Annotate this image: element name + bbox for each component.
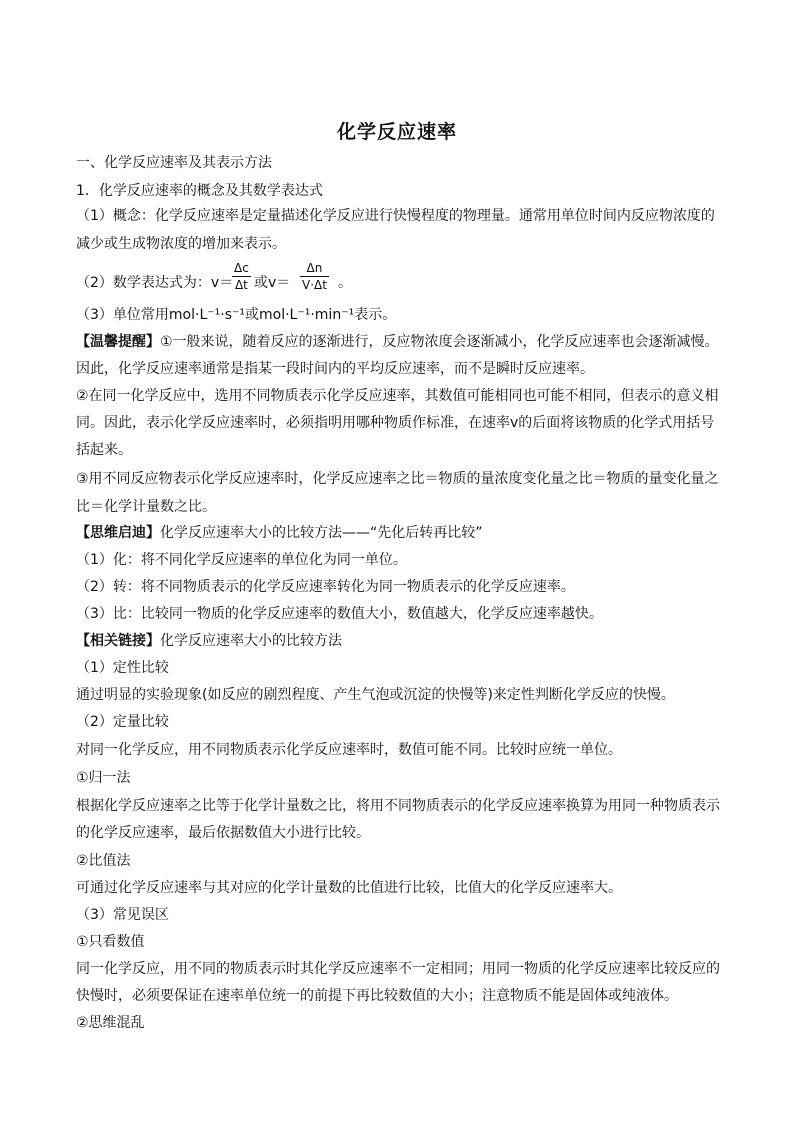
paragraph-line: 可通过化学反应速率与其对应的化学计量数的比值进行比较，比值大的化学反应速率大。	[76, 880, 622, 896]
paragraph-line: ②在同一化学反应中，选用不同物质表示化学反应速率，其数值可能相同也可能不相同，但表示的意义相	[76, 388, 719, 404]
fraction-denominator: V·Δt	[302, 278, 327, 292]
tip-text: ①一般来说，随着反应的逐渐进行，反应物浓度会逐渐减小，化学反应速率也会逐渐减慢。	[160, 334, 719, 350]
page-title: 化学反应速率	[336, 121, 457, 143]
paragraph-line: （2）定量比较	[76, 714, 169, 730]
fraction-numerator: Δc	[234, 261, 249, 275]
fraction-numerator: Δn	[300, 260, 329, 277]
paragraph-line: （1）化：将不同化学反应速率的单位化为同一单位。	[76, 552, 407, 568]
paragraph-line: ③用不同反应物表示化学反应速率时，化学反应速率之比＝物质的量浓度变化量之比＝物质的量变化量之	[76, 471, 719, 487]
paragraph-line: （1）概念：化学反应速率是定量描述化学反应进行快慢程度的物理量。通常用单位时间内反应物浓度的	[76, 208, 715, 224]
tip-line	[76, 332, 720, 352]
paragraph-line: ①只看数值	[76, 934, 145, 950]
paragraph-line: 对同一化学反应，用不同物质表示化学反应速率时，数值可能不同。比较时应统一单位。	[76, 742, 622, 758]
paragraph-line: 快慢时，必须要保证在速率单位统一的前提下再比较数值的大小；注意物质不能是固体或纯液体。	[76, 988, 678, 1004]
paragraph-line: 通过明显的实验现象(如反应的剧烈程度、产生气泡或沉淀的快慢等)来定性判断化学反应的快慢。	[76, 687, 675, 703]
think-line	[76, 523, 720, 543]
paragraph-line: 括起来。	[76, 442, 132, 458]
paragraph-line: 减少或生成物浓度的增加来表示。	[76, 236, 286, 252]
paragraph-line: 根据化学反应速率之比等于化学计量数之比，将用不同物质表示的化学反应速率换算为用同一种物质表示	[76, 798, 720, 814]
think-text: 化学反应速率大小的比较方法——“先化后转再比较”	[160, 525, 483, 541]
fraction-dn-vdt	[300, 260, 329, 293]
formula-prefix: （2）数学表达式为：v＝	[76, 275, 234, 291]
subheading: 1．化学反应速率的概念及其数学表达式	[76, 183, 323, 199]
paragraph-line: （3）比：比较同一物质的化学反应速率的数值大小，数值越大，化学反应速率越快。	[76, 606, 603, 622]
fraction-denominator: Δt	[234, 278, 248, 292]
formula-or: 或v＝	[254, 275, 291, 291]
link-text: 化学反应速率大小的比较方法	[160, 633, 342, 649]
paragraph-line: 比＝化学计量数之比。	[76, 499, 216, 515]
think-label: 【思维启迪】	[76, 525, 160, 541]
tip-label: 【温馨提醒】	[76, 334, 160, 350]
paragraph-line: 同。因此，表示化学反应速率时，必须指明用哪种物质作标准，在速率v的后面将该物质的化学式用括号	[76, 415, 715, 431]
paragraph-line: （3）单位常用mol·L⁻¹·s⁻¹或mol·L⁻¹·min⁻¹表示。	[76, 307, 397, 323]
paragraph-line: ②思维混乱	[76, 1015, 145, 1031]
paragraph-line: （2）转：将不同物质表示的化学反应速率转化为同一物质表示的化学反应速率。	[76, 579, 575, 595]
paragraph-line: ①归一法	[76, 770, 131, 786]
formula-end: 。	[338, 275, 352, 291]
paragraph-line: ②比值法	[76, 853, 131, 869]
paragraph-line: （1）定性比较	[76, 660, 169, 676]
link-label: 【相关链接】	[76, 633, 160, 649]
section-heading: 一、化学反应速率及其表示方法	[76, 155, 272, 171]
paragraph-line: 同一化学反应，用不同的物质表示时其化学反应速率不一定相同；用同一物质的化学反应速率比较反应的	[76, 961, 720, 977]
paragraph-line: 的化学反应速率，最后依据数值大小进行比较。	[76, 825, 370, 841]
link-line	[76, 631, 720, 651]
paragraph-line: 因此，化学反应速率通常是指某一段时间内的平均反应速率，而不是瞬时反应速率。	[76, 361, 594, 377]
fraction-dc-dt	[232, 260, 251, 293]
paragraph-line: （3）常见误区	[76, 907, 169, 923]
